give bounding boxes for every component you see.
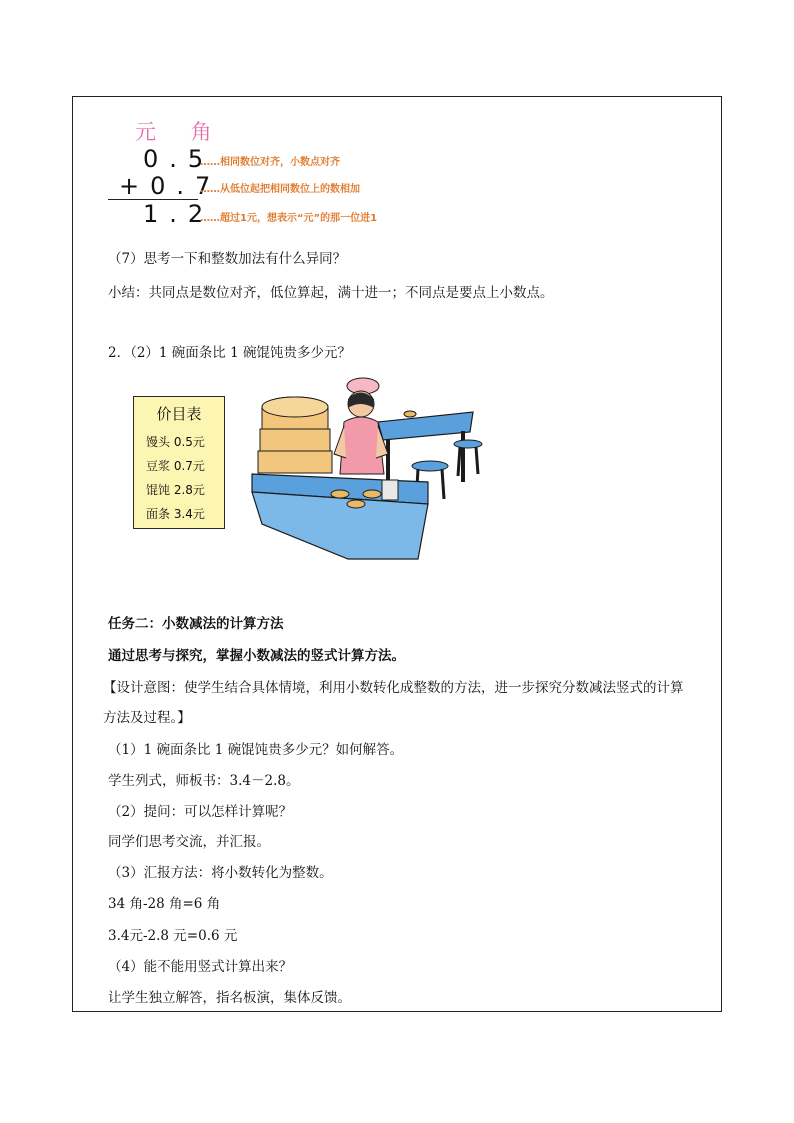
addend-1: 0.5 bbox=[143, 145, 215, 173]
task-2-title: 任务二：小数减法的计算方法 bbox=[108, 616, 284, 632]
sum-result: 1.2 bbox=[143, 200, 215, 228]
task-line: （4）能不能用竖式计算出来？ bbox=[108, 959, 293, 975]
unit-header: 元 角 bbox=[135, 120, 226, 144]
price-board bbox=[133, 396, 225, 529]
task-line: （3）汇报方法：将小数转化为整数。 bbox=[108, 865, 333, 881]
note-align: ……相同数位对齐，小数点对齐 bbox=[200, 157, 340, 168]
summary: 小结：共同点是数位对齐，低位算起，满十进一；不同点是要点上小数点。 bbox=[108, 285, 554, 301]
task-line: 让学生独立解答，指名板演，集体反馈。 bbox=[108, 990, 351, 1006]
note-add: ……从低位起把相同数位上的数相加 bbox=[200, 184, 360, 195]
task-line: （1）1 碗面条比 1 碗馄饨贵多少元？如何解答。 bbox=[108, 742, 404, 758]
noodle-shop-illustration bbox=[248, 374, 488, 564]
design-intent-line-2: 方法及过程。】 bbox=[103, 710, 191, 726]
price-board-title: 价目表 bbox=[156, 405, 202, 423]
task-line: 3.4元-2.8 元=0.6 元 bbox=[108, 928, 238, 944]
task-line: （2）提问：可以怎样计算呢？ bbox=[108, 804, 293, 820]
price-item: 面条 3.4元 bbox=[146, 507, 205, 521]
price-item: 豆浆 0.7元 bbox=[146, 459, 205, 473]
price-item: 馒头 0.5元 bbox=[146, 435, 205, 449]
addend-2: +0.7 bbox=[119, 172, 222, 200]
task-2-goal: 通过思考与探究，掌握小数减法的竖式计算方法。 bbox=[108, 648, 405, 664]
task-line: 同学们思考交流，并汇报。 bbox=[108, 834, 270, 850]
note-carry: ……超过1元，想表示“元”的那一位进1 bbox=[200, 213, 378, 224]
design-intent-line-1: 【设计意图：使学生结合具体情境，利用小数转化成整数的方法，进一步探究分数减法竖式的计算 bbox=[103, 680, 684, 696]
task-line: 34 角-28 角=6 角 bbox=[108, 896, 221, 912]
question-2-2: 2．（2）1 碗面条比 1 碗馄饨贵多少元？ bbox=[108, 345, 351, 361]
price-item: 馄饨 2.8元 bbox=[146, 483, 205, 497]
question-7: （7）思考一下和整数加法有什么异同？ bbox=[108, 251, 347, 267]
task-line: 学生列式，师板书：3.4－2.8。 bbox=[108, 773, 300, 789]
